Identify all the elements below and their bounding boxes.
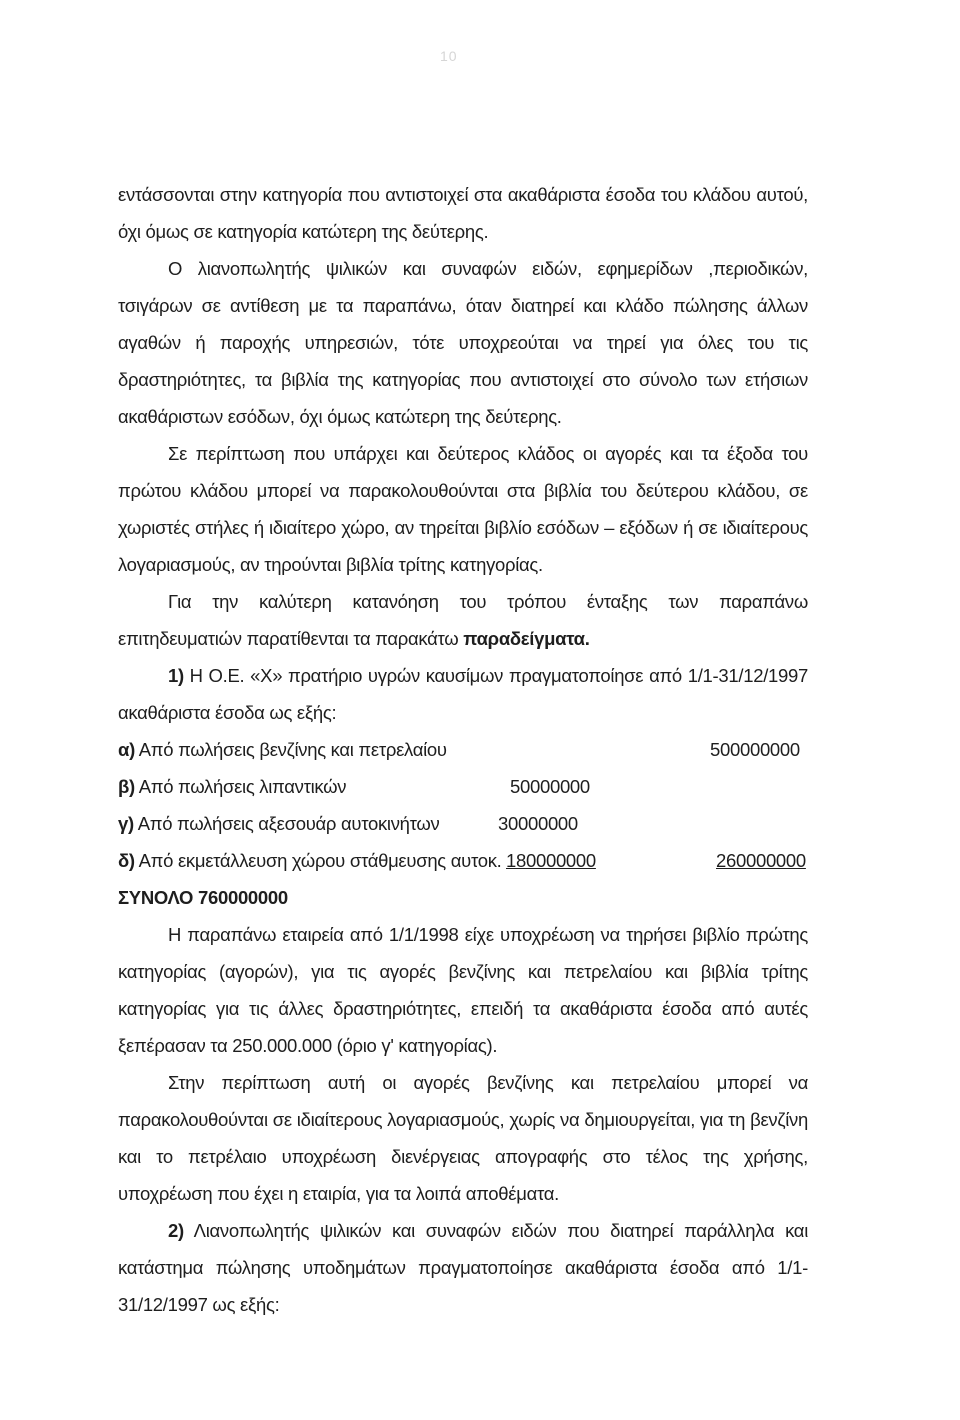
revenue-row-label: α): [118, 739, 135, 760]
grand-total-row: [118, 879, 808, 916]
revenue-row-text: Από εκμετάλλευση χώρου στάθμευσης αυτοκ.: [138, 850, 502, 871]
examples-heading: παραδείγματα.: [463, 628, 590, 649]
example-2-text: Λιανοπωλητής ψιλικών και συναφών ειδών που διατηρεί παράλληλα και κατάστημα πώλησης υποδημάτων πραγματοποίησε ακαθάριστα έσοδα από 1/1-31/12/1997 ως εξής:: [118, 1220, 808, 1315]
example-1-text: Η Ο.Ε. «Χ» πρατήριο υγρών καυσίμων πραγματοποίησε από 1/1-31/12/1997 ακαθάριστα έσοδα ως εξής:: [118, 665, 808, 723]
grand-total-value: 760000000: [197, 887, 288, 908]
paragraph-second-branch: Σε περίπτωση που υπάρχει και δεύτερος κλάδος οι αγορές και τα έξοδα του πρώτου κλάδου μπορεί να παρακολουθούνται στα βιβλία του δεύτερου κλάδου, σε χωριστές στήλες ή ιδιαίτερο χώρο, αν τηρείται βιβλίο εσόδων – εξόδων ή σε ιδιαίτερους λογαριασμούς, αν τηρούνται βιβλία τρίτης κατηγορίας.: [118, 443, 808, 575]
revenue-row-amount: 30000000: [498, 813, 578, 834]
revenue-row-text: Από πωλήσεις αξεσουάρ αυτοκινήτων: [137, 813, 440, 834]
revenue-row-total: 260000000: [716, 850, 806, 871]
paragraph-continuation: εντάσσονται στην κατηγορία που αντιστοιχεί στα ακαθάριστα έσοδα του κλάδου αυτού, όχι όμως σε κατηγορία κατώτερη της δεύτερης.: [118, 184, 808, 242]
example-2-label: 2): [168, 1220, 184, 1241]
revenue-table: [118, 731, 808, 916]
revenue-row-label: δ): [118, 850, 135, 871]
paragraph-fuel-accounts: Στην περίπτωση αυτή οι αγορές βενζίνης και πετρελαίου μπορεί να παρακολουθούνται σε ιδιαίτερους λογαριασμούς, χωρίς να δημιουργείται, για τη βενζίνη και το πετρέλαιο υποχρέωση διενέργειας απογραφής στο τέλος της χρήσης, υποχρέωση που έχει η εταιρία, για τα λοιπά αποθέματα.: [118, 1072, 808, 1204]
revenue-row: [118, 842, 808, 879]
paragraph-obligation: Η παραπάνω εταιρεία από 1/1/1998 είχε υποχρέωση να τηρήσει βιβλίο πρώτης κατηγορίας (αγορών), για τις αγορές βενζίνης και πετρελαίου και βιβλία τρίτης κατηγορίας για τις άλλες δραστηριότητες, επειδή τα ακαθάριστα έσοδα από αυτές ξεπέρασαν τα 250.000.000 (όριο γ' κατηγορίας).: [118, 924, 808, 1056]
revenue-row-total: 500000000: [710, 739, 800, 760]
example-2: [118, 1212, 808, 1323]
revenue-row: [118, 805, 808, 842]
document-body: [118, 0, 808, 1323]
page-number: 10: [440, 48, 458, 64]
revenue-row-text: Από πωλήσεις βενζίνης και πετρελαίου: [138, 739, 447, 760]
grand-total-label: ΣΥΝΟΛΟ: [118, 887, 194, 908]
revenue-row: [118, 731, 808, 768]
examples-intro-text: Για την καλύτερη κατανόηση του τρόπου ένταξης των παραπάνω επιτηδευματιών παρατίθενται τα παρακάτω: [118, 591, 808, 649]
revenue-row-text: Από πωλήσεις λιπαντικών: [138, 776, 347, 797]
revenue-row: [118, 768, 808, 805]
revenue-row-label: β): [118, 776, 135, 797]
paragraph-examples-intro: [118, 583, 808, 657]
paragraph-retailer: Ο λιανοπωλητής ψιλικών και συναφών ειδών, εφημερίδων ,περιοδικών, τσιγάρων σε αντίθεση με τα παραπάνω, όταν διατηρεί και κλάδο πώλησης άλλων αγαθών ή παροχής υπηρεσιών, τότε υποχρεούται να τηρεί για όλες του τις δραστηριότητες, τα βιβλία της κατηγορίας που αντιστοιχεί στο σύνολο των ετήσιων ακαθάριστων εσόδων, όχι όμως κατώτερη της δεύτερης.: [118, 258, 808, 427]
revenue-row-amount: 50000000: [510, 776, 590, 797]
revenue-row-label: γ): [118, 813, 134, 834]
revenue-row-amount: 180000000: [506, 850, 596, 871]
example-1: [118, 657, 808, 731]
example-1-label: 1): [168, 665, 184, 686]
